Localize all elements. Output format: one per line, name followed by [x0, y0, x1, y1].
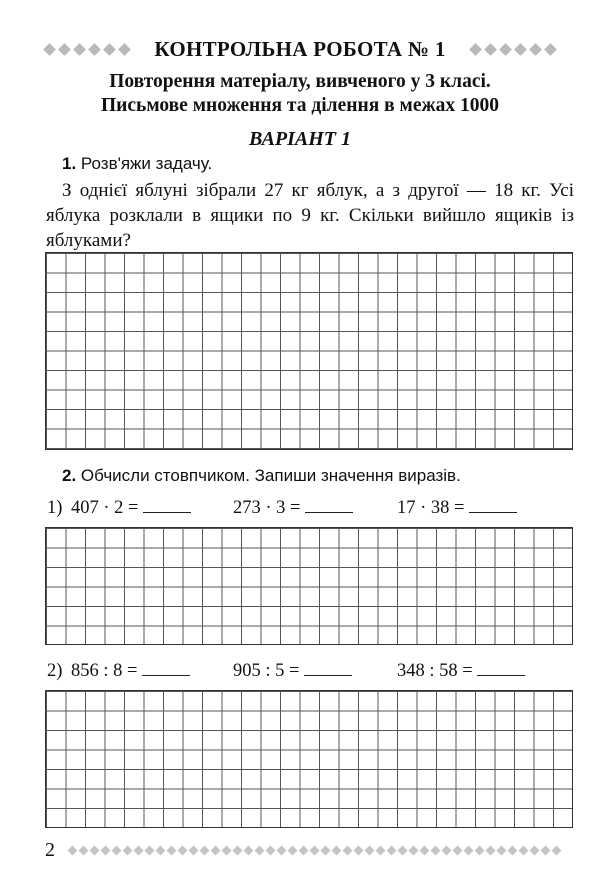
diamond-icon: [486, 845, 496, 855]
diamond-icon: [79, 845, 89, 855]
diamond-icon: [544, 43, 557, 56]
answer-blank[interactable]: [304, 661, 352, 676]
diamond-icon: [464, 845, 474, 855]
diamond-icon: [469, 43, 482, 56]
diamond-icon: [365, 845, 375, 855]
diamond-icon: [68, 845, 78, 855]
answer-blank[interactable]: [143, 498, 191, 513]
task1-problem-text: З однієї яблуні зібрали 27 кг яблук, а з другої — 18 кг. Усі яблука розклали в ящики по 9 кг. Скільки вийшло ящиків із яблуками?: [46, 180, 574, 251]
decorative-diamonds-left: [45, 45, 129, 54]
diamond-icon: [43, 43, 56, 56]
expression-item: 905 : 5 =: [233, 661, 352, 682]
diamond-icon: [541, 845, 551, 855]
diamond-icon: [123, 845, 133, 855]
expression-item: 273 · 3 =: [233, 498, 353, 519]
diamond-icon: [178, 845, 188, 855]
diamond-icon: [112, 845, 122, 855]
diamond-icon: [255, 845, 265, 855]
expression-item: 348 : 58 =: [397, 661, 525, 682]
task2-number: 2.: [62, 466, 77, 485]
diamond-icon: [58, 43, 71, 56]
answer-blank[interactable]: [305, 498, 353, 513]
task1-number: 1.: [62, 154, 77, 173]
diamond-icon: [508, 845, 518, 855]
decorative-diamonds-footer: [69, 847, 560, 854]
diamond-icon: [101, 845, 111, 855]
diamond-icon: [387, 845, 397, 855]
page-title: КОНТРОЛЬНА РОБОТА № 1: [154, 36, 446, 61]
diamond-icon: [233, 845, 243, 855]
diamond-icon: [398, 845, 408, 855]
diamond-icon: [244, 845, 254, 855]
page-subtitle: [0, 70, 600, 118]
diamond-icon: [156, 845, 166, 855]
diamond-icon: [90, 845, 100, 855]
answer-grid-task2-row1[interactable]: [45, 527, 573, 645]
diamond-icon: [88, 43, 101, 56]
diamond-icon: [354, 845, 364, 855]
diamond-icon: [277, 845, 287, 855]
expression-item: 856 : 8 =: [71, 661, 190, 682]
diamond-icon: [211, 845, 221, 855]
expression-item: 407 · 2 =: [71, 498, 191, 519]
diamond-icon: [222, 845, 232, 855]
task2-label: Обчисли стовпчиком. Запиши значення виразів.: [80, 466, 461, 485]
answer-blank[interactable]: [477, 661, 525, 676]
answer-blank[interactable]: [469, 498, 517, 513]
answer-grid-task1[interactable]: [45, 252, 573, 450]
diamond-icon: [310, 845, 320, 855]
diamond-icon: [530, 845, 540, 855]
diamond-icon: [497, 845, 507, 855]
diamond-icon: [475, 845, 485, 855]
task1-label: Розв'яжи задачу.: [80, 154, 213, 173]
diamond-icon: [519, 845, 529, 855]
diamond-icon: [552, 845, 562, 855]
row2-prefix: 2): [47, 661, 63, 681]
task2-heading: [62, 466, 461, 486]
diamond-icon: [409, 845, 419, 855]
diamond-icon: [118, 43, 131, 56]
diamond-icon: [200, 845, 210, 855]
page-footer: [45, 838, 575, 862]
decorative-diamonds-right: [471, 45, 555, 54]
diamond-icon: [299, 845, 309, 855]
variant-heading: ВАРІАНТ 1: [248, 128, 352, 150]
diamond-icon: [514, 43, 527, 56]
diamond-icon: [484, 43, 497, 56]
worksheet-header: [45, 36, 555, 62]
diamond-icon: [103, 43, 116, 56]
diamond-icon: [442, 845, 452, 855]
diamond-icon: [453, 845, 463, 855]
diamond-icon: [420, 845, 430, 855]
diamond-icon: [167, 845, 177, 855]
diamond-icon: [431, 845, 441, 855]
task1-problem: [46, 178, 574, 253]
subtitle-line-2: Письмове множення та ділення в межах 1000: [100, 95, 499, 116]
task1-heading: [62, 154, 212, 174]
diamond-icon: [73, 43, 86, 56]
diamond-icon: [332, 845, 342, 855]
answer-blank[interactable]: [142, 661, 190, 676]
answer-grid-task2-row2[interactable]: [45, 690, 573, 828]
diamond-icon: [376, 845, 386, 855]
diamond-icon: [266, 845, 276, 855]
diamond-icon: [499, 43, 512, 56]
diamond-icon: [321, 845, 331, 855]
diamond-icon: [134, 845, 144, 855]
row1-prefix: 1): [47, 498, 63, 518]
diamond-icon: [529, 43, 542, 56]
diamond-icon: [145, 845, 155, 855]
diamond-icon: [288, 845, 298, 855]
subtitle-line-1: Повторення матеріалу, вивченого у 3 класі.: [109, 71, 491, 92]
page-number: 2: [45, 838, 55, 861]
expression-item: 17 · 38 =: [397, 498, 517, 519]
diamond-icon: [343, 845, 353, 855]
diamond-icon: [189, 845, 199, 855]
